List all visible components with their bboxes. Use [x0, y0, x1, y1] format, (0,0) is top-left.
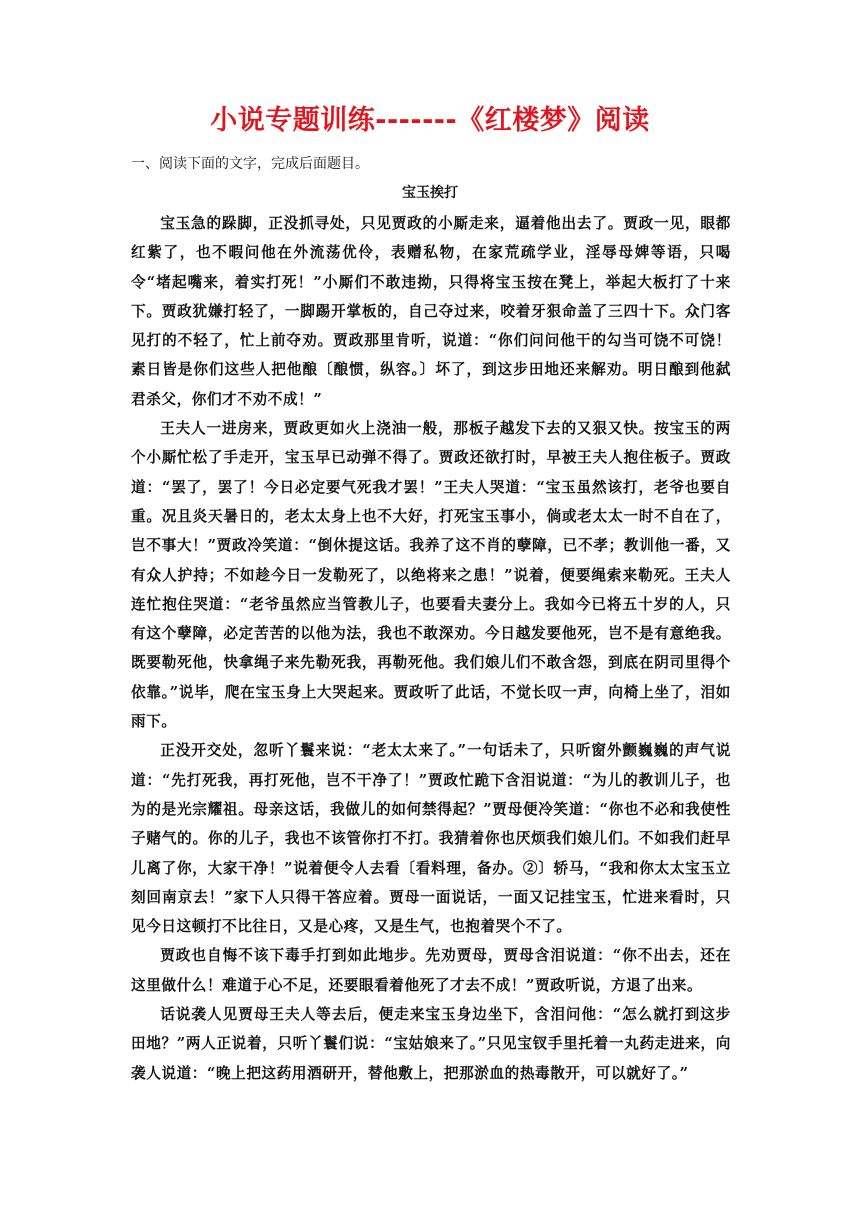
question-instruction: 一、阅读下面的文字，完成后面题目。	[131, 156, 369, 172]
passage-body	[131, 209, 731, 1088]
passage-subtitle: 宝玉挨打	[402, 185, 458, 201]
paragraph: 正没开交处，忽听丫鬟来说：“老太太来了。”一句话未了，只听窗外颤巍巍的声气说道：“先打死我，再打死他，岂不干净了！”贾政忙跪下含泪说道：“为儿的教训儿子，也为的是光宗耀祖。母亲这话，我做儿的如何禁得起？”贾母便冷笑道：“你也不必和我使性子赌气的。你的儿子，我也不该管你打不打。我猜着你也厌烦我们娘儿们。不如我们赶早儿离了你，大家干净！”说着便令人去看〔看料理，备办。②〕轿马，“我和你太太宝玉立刻回南京去！”家下人只得干答应着。贾母一面说话，一面又记挂宝玉，忙进来看时，只见今日这顿打不比往日，又是心疼，又是生气，也抱着哭个不了。	[131, 742, 731, 936]
paragraph: 话说袭人见贾母王夫人等去后，便走来宝玉身边坐下，含泪问他：“怎么就打到这步田地？”两人正说着，只听丫鬟们说：“宝姑娘来了。”只见宝钗手里托着一丸药走进来，向袭人说道：“晚上把这药用酒研开，替他敷上，把那淤血的热毒散开，可以就好了。”	[131, 1006, 731, 1082]
paragraph: 王夫人一进房来，贾政更如火上浇油一般，那板子越发下去的又狠又快。按宝玉的两个小厮忙松了手走开，宝玉早已动弹不得了。贾政还欲打时，早被王夫人抱住板子。贾政道：“罢了，罢了！今日必定要气死我才罢！”王夫人哭道：“宝玉虽然该打，老爷也要自重。况且炎天暑日的，老太太身上也不大好，打死宝玉事小，倘或老太太一时不自在了，岂不事大！”贾政冷笑道：“倒休提这话。我养了这不肖的孽障，已不孝；教训他一番，又有众人护持；不如趁今日一发勒死了，以绝将来之患！”说着，便要绳索来勒死。王夫人连忙抱住哭道：“老爷虽然应当管教儿子，也要看夫妻分上。我如今已将五十岁的人，只有这个孽障，必定苦苦的以他为法，我也不敢深劝。今日越发要他死，岂不是有意绝我。既要勒死他，快拿绳子来先勒死我，再勒死他。我们娘儿们不敢含怨，到底在阴司里得个依靠。”说毕，爬在宝玉身上大哭起来。贾政听了此话，不觉长叹一声，向椅上坐了，泪如雨下。	[131, 420, 731, 731]
paragraph: 贾政也自悔不该下毒手打到如此地步。先劝贾母，贾母含泪说道：“你不出去，还在这里做什么！难道于心不足，还要眼看着他死了才去不成！”贾政听说，方退了出来。	[131, 947, 731, 994]
document-title: 小说专题训练-------《红楼梦》阅读	[210, 105, 650, 136]
paragraph: 宝玉急的跺脚，正没抓寻处，只见贾政的小厮走来，逼着他出去了。贾政一见，眼都红紫了，也不暇问他在外流荡优伶，表赠私物，在家荒疏学业，淫辱母婢等语，只喝令“堵起嘴来，着实打死！”小厮们不敢违拗，只得将宝玉按在凳上，举起大板打了十来下。贾政犹嫌打轻了，一脚踢开掌板的，自己夺过来，咬着牙狠命盖了三四十下。众门客见打的不轻了，忙上前夺劝。贾政那里肯听，说道：“你们问问他干的勾当可饶不可饶！素日皆是你们这些人把他酿〔酿惯，纵容。〕坏了，到这步田地还来解劝。明日酿到他弑君杀父，你们才不劝不成！”	[131, 215, 731, 408]
